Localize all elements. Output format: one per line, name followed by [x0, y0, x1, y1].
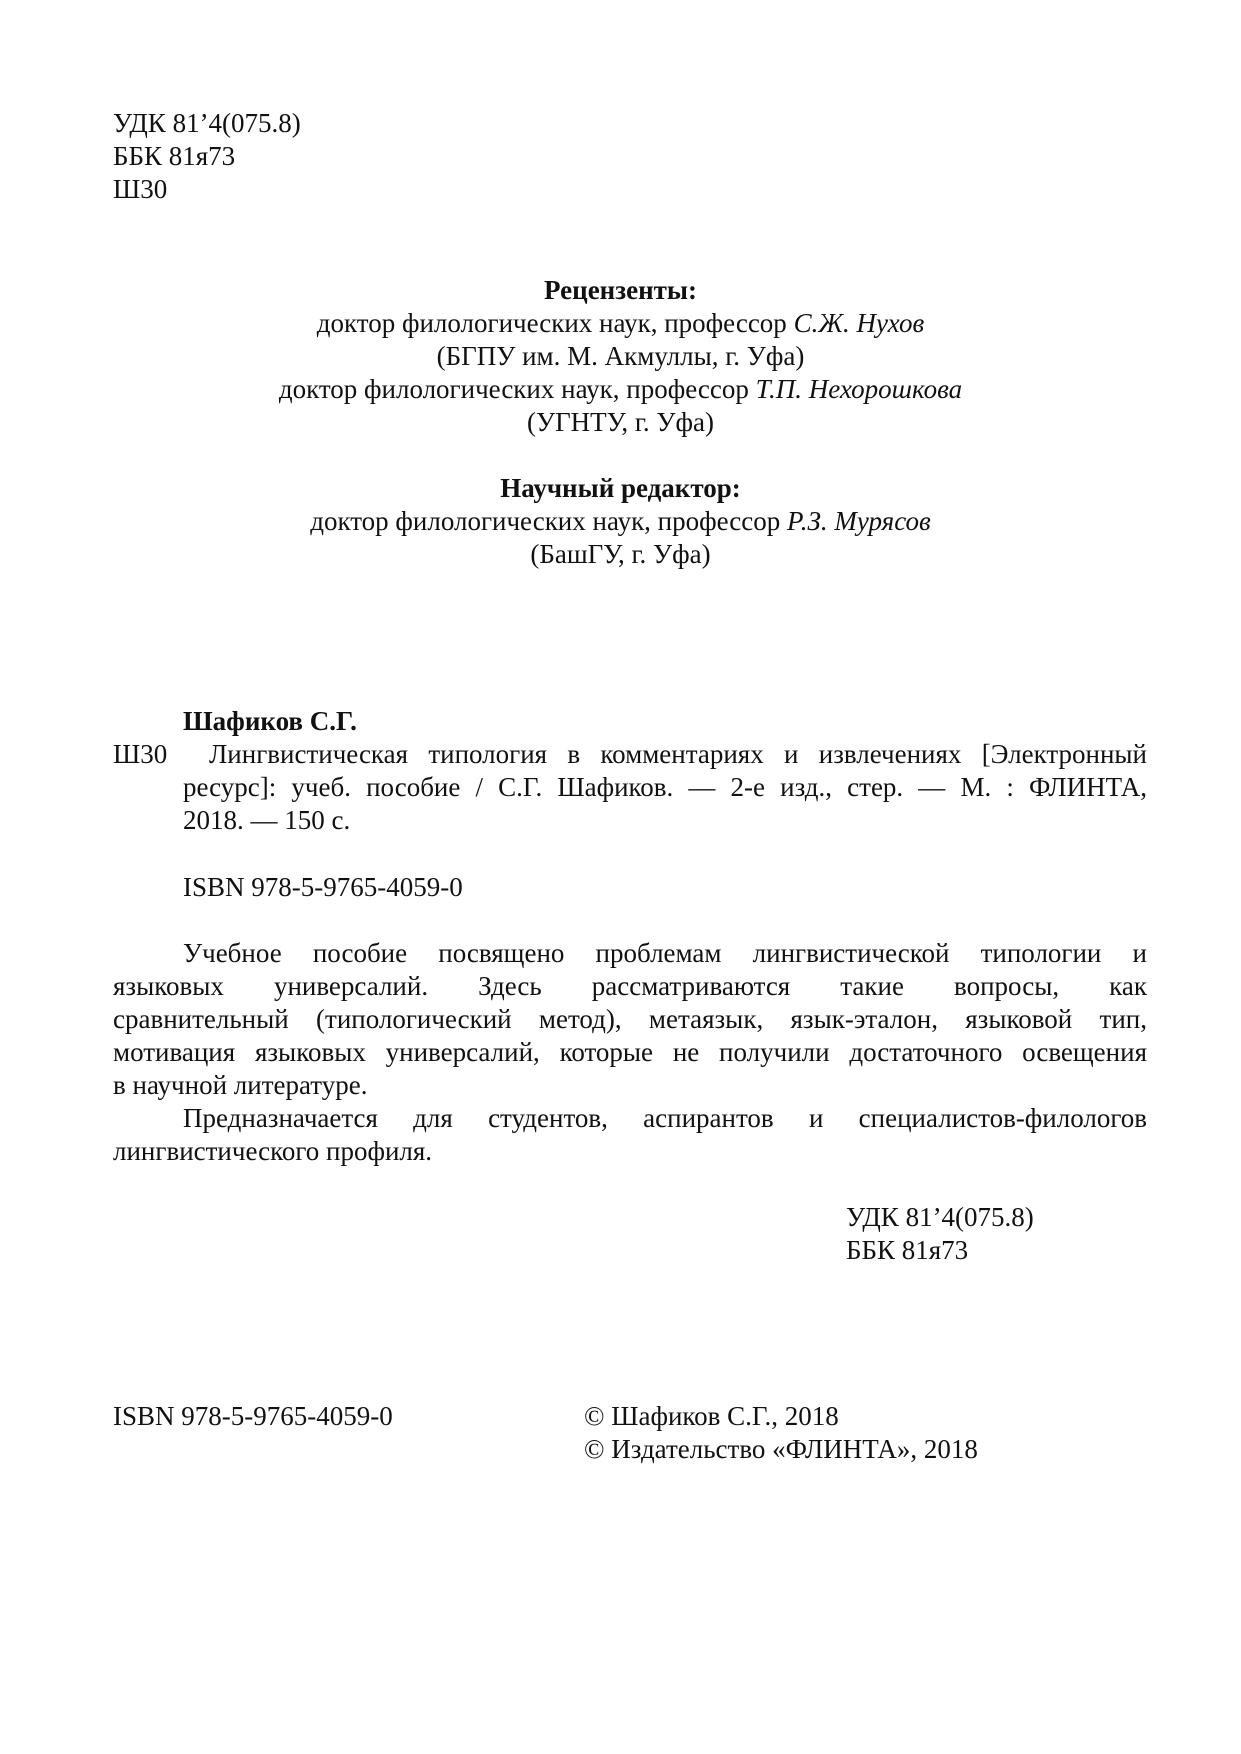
copyright-author: © Шафиков С.Г., 2018 [584, 1401, 839, 1431]
author-mark: Ш30 [113, 174, 168, 204]
annotation-p2-line-2: лингвистического профиля. [113, 1136, 433, 1166]
editor-title: доктор филологических наук, профессор [310, 506, 788, 536]
reviewer-1-affiliation: (БГПУ им. М. Акмуллы, г. Уфа) [436, 341, 805, 371]
bib-line-1: Лингвистическая типология в комментариях и извлечениях [Электронный [209, 739, 1147, 769]
bib-mark: Ш30 [113, 739, 168, 769]
reviewers-heading: Рецензенты: [544, 275, 697, 305]
editor-affiliation: (БашГУ, г. Уфа) [530, 539, 711, 569]
annotation-p1-line-5: в научной литературе. [113, 1070, 368, 1100]
editor-name: Р.З. Мурясов [787, 506, 931, 536]
reviewer-2-line [0, 376, 1241, 403]
bottom-udk-code: УДК 81’4(075.8) [846, 1202, 1034, 1232]
reviewer-2-affiliation: (УГНТУ, г. Уфа) [526, 407, 715, 437]
annotation-p1-line-4: мотивация языковых универсалий, которые не получили достаточного освещения [113, 1037, 1147, 1067]
udk-code: УДК 81’4(075.8) [113, 108, 301, 138]
annotation-p1-line-2: языковых универсалий. Здесь рассматриваются такие вопросы, как [113, 971, 1147, 1001]
annotation-p2-line-1: Предназначается для студентов, аспирантов и специалистов-филологов [183, 1103, 1147, 1133]
bib-line-3: 2018. — 150 с. [183, 805, 351, 835]
editor-heading: Научный редактор: [500, 473, 741, 503]
bib-author: Шафиков С.Г. [183, 706, 357, 736]
footer-isbn: ISBN 978-5-9765-4059-0 [113, 1401, 393, 1431]
reviewer-1-name: С.Ж. Нухов [793, 308, 925, 338]
bib-description [183, 741, 1147, 840]
reviewer-2-title: доктор филологических наук, профессор [278, 374, 756, 404]
bottom-bbk-code: ББК 81я73 [846, 1235, 969, 1265]
editor-line [0, 508, 1241, 535]
reviewer-1-line [0, 310, 1241, 337]
bbk-code: ББК 81я73 [113, 141, 236, 171]
bib-isbn: ISBN 978-5-9765-4059-0 [183, 872, 463, 902]
reviewer-1-title: доктор филологических наук, профессор [316, 308, 794, 338]
reviewer-2-name: Т.П. Нехорошкова [755, 374, 963, 404]
annotation-p1-line-1: Учебное пособие посвящено проблемам лингвистической типологии и [183, 938, 1147, 968]
copyright-publisher: © Издательство «ФЛИНТА», 2018 [584, 1434, 978, 1464]
annotation-p1-line-3: сравнительный (типологический метод), метаязык, язык-эталон, языковой тип, [113, 1004, 1147, 1034]
bib-line-2: ресурс]: учеб. пособие / С.Г. Шафиков. — 2-е изд., стер. — М. : ФЛИНТА, [183, 772, 1147, 802]
